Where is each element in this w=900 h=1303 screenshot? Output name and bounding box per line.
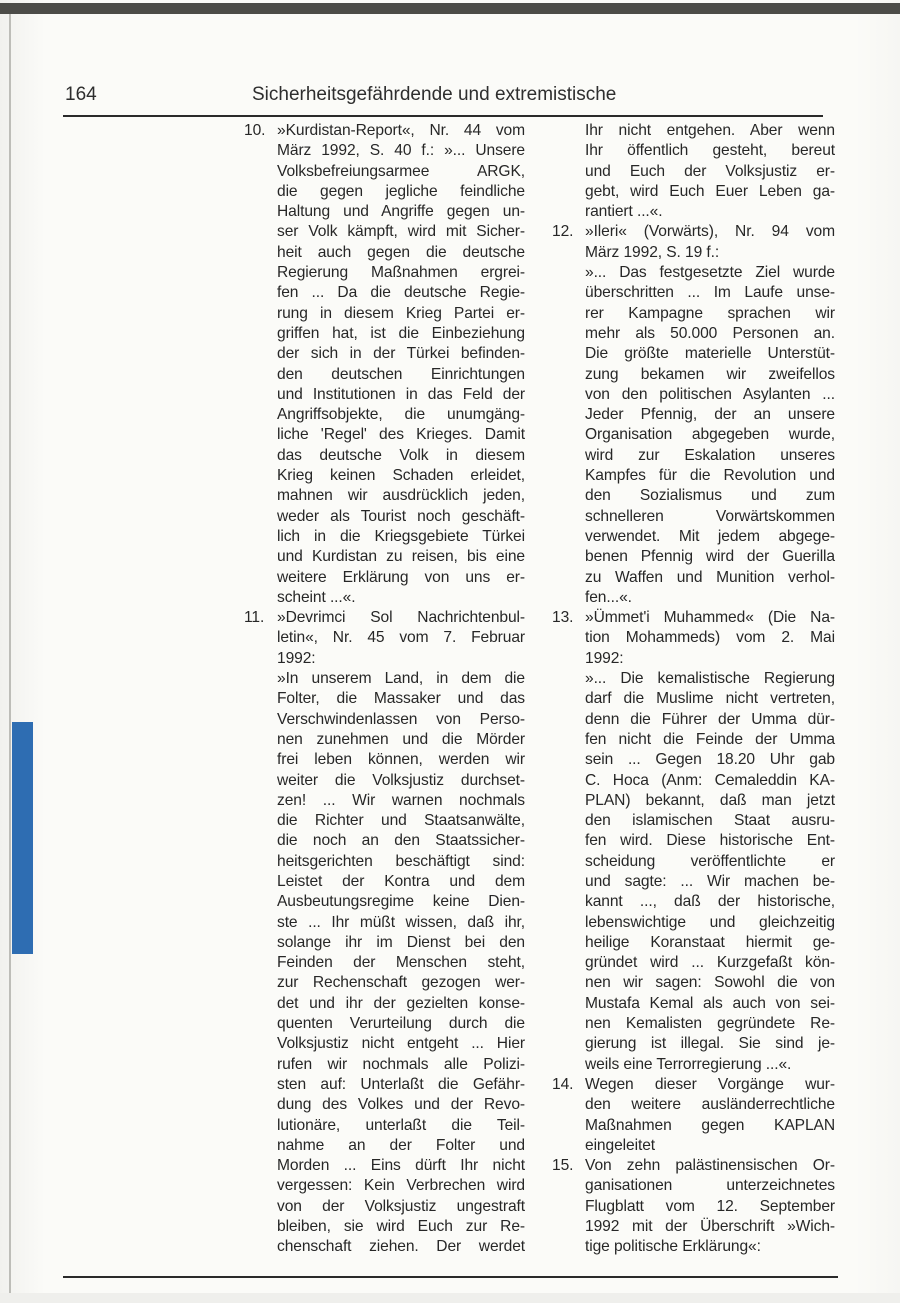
text-line — [244, 831, 525, 851]
text-line — [244, 791, 525, 811]
text-line — [244, 385, 525, 405]
text-line — [244, 141, 525, 161]
line-text: den deutschen Einrichtungen — [277, 365, 525, 383]
text-line — [552, 1237, 835, 1257]
line-text: zen! ... Wir warnen nochmals — [277, 791, 525, 809]
line-text: nen zunehmen und die Mörder — [277, 730, 525, 748]
line-text: 1992: — [277, 649, 316, 667]
text-line — [552, 1116, 835, 1136]
line-text: tige politische Erklärung«: — [585, 1238, 761, 1256]
line-text: Flugblatt vom 12. September — [585, 1197, 835, 1215]
line-text: und sagte: ... Wir machen be- — [585, 872, 835, 890]
line-text: Organisation abgegeben wurde, — [585, 426, 835, 444]
text-line — [552, 689, 835, 709]
line-text: Haltung und Angriffe gegen un- — [277, 203, 525, 221]
line-text: Verschwindenlassen von Perso- — [277, 710, 525, 728]
line-text: heilige Koranstaat hiermit ge- — [585, 933, 835, 951]
line-text: Feinden der Menschen steht, — [277, 954, 525, 972]
line-text: griffen hat, ist die Einbeziehung — [277, 324, 525, 342]
text-line — [244, 486, 525, 506]
text-line — [244, 121, 525, 141]
text-line — [244, 750, 525, 770]
line-text: det und ihr der gezielten konse- — [277, 994, 525, 1012]
line-text: zur Rechenschaft gezogen wer- — [277, 974, 525, 992]
line-text: Angriffsobjekte, die unumgäng- — [277, 406, 525, 424]
text-line — [552, 141, 835, 161]
text-line — [552, 162, 835, 182]
line-text: »Ileri« (Vorwärts), Nr. 94 vom — [585, 223, 835, 241]
line-text: frei leben können, werden wir — [277, 751, 525, 769]
text-line — [552, 568, 835, 588]
line-text: tion Mohammeds) vom 2. Mai — [585, 629, 835, 647]
line-text: C. Hoca (Anm: Cemaleddin KA- — [585, 771, 835, 789]
blue-margin-marker — [12, 722, 33, 954]
line-text: gründet wird ... Kurzgefaßt kön- — [585, 954, 835, 972]
text-line — [244, 1075, 525, 1095]
text-line — [552, 405, 835, 425]
line-text: von den politischen Asylanten ... — [585, 385, 835, 403]
line-text: die noch an den Staatssicher- — [277, 832, 525, 850]
text-line — [552, 121, 835, 141]
text-line — [552, 304, 835, 324]
line-text: Folter, die Massaker und das — [277, 690, 525, 708]
text-line — [552, 527, 835, 547]
line-text: nen Kemalisten gegründete Re- — [585, 1015, 835, 1033]
line-text: Ausbeutungsregime keine Dien- — [277, 893, 525, 911]
line-text: 1992: — [585, 649, 624, 667]
text-line — [552, 628, 835, 648]
text-line — [552, 222, 835, 242]
line-text: Regierung Maßnahmen ergrei- — [277, 264, 525, 282]
text-line — [244, 892, 525, 912]
list-item-number: 10. — [244, 122, 266, 139]
line-text: scheint ...«. — [277, 588, 356, 606]
line-text: rantiert ...«. — [585, 203, 663, 221]
text-line — [244, 649, 525, 669]
line-text: fen nicht die Feinde der Umma — [585, 730, 835, 748]
line-text: weiter die Volksjustiz durchset- — [277, 771, 525, 789]
text-line — [552, 466, 835, 486]
line-text: gebt, wird Euch Euer Leben ga- — [585, 182, 835, 200]
text-line — [552, 1176, 835, 1196]
line-text: Volksbefreiungsarmee ARGK, — [277, 162, 525, 180]
line-text: Kampfes für die Revolution und — [585, 467, 835, 485]
text-line — [244, 628, 525, 648]
text-line — [552, 547, 835, 567]
text-line — [552, 892, 835, 912]
text-line — [244, 771, 525, 791]
text-line — [244, 933, 525, 953]
text-line — [244, 547, 525, 567]
line-text: überschritten ... Im Laufe unse- — [585, 284, 835, 302]
line-text: und Euch der Volksjustiz er- — [585, 162, 835, 180]
text-line — [244, 527, 525, 547]
line-text: Maßnahmen gegen KAPLAN — [585, 1116, 835, 1134]
text-line — [552, 507, 835, 527]
text-line — [552, 669, 835, 689]
page-edge-line — [9, 14, 11, 1303]
line-text: den Sozialismus und zum — [585, 487, 835, 505]
column-right — [552, 121, 835, 1258]
text-line — [552, 1014, 835, 1034]
line-text: Ihr öffentlich gesteht, bereut — [585, 142, 835, 160]
line-text: das deutsche Volk in diesem — [277, 446, 525, 464]
text-line — [244, 872, 525, 892]
header-title: Sicherheitsgefährdende und extremistische — [252, 84, 617, 105]
text-line — [552, 1136, 835, 1156]
list-item-number: 12. — [552, 223, 574, 241]
line-text: chenschaft ziehen. Der werdet — [277, 1238, 525, 1256]
line-text: lebenswichtige und gleichzeitig — [585, 913, 835, 931]
line-text: weitere Erklärung von uns er- — [277, 568, 525, 586]
line-text: »Devrimci Sol Nachrichtenbul- — [277, 609, 525, 627]
line-text: Volksjustiz nicht entgeht ... Hier — [277, 1035, 525, 1053]
line-text: verwendet. Mit jedem abgege- — [585, 527, 835, 545]
line-text: scheidung veröffentlichte er — [585, 852, 835, 870]
text-line — [244, 730, 525, 750]
text-line — [552, 1217, 835, 1237]
line-text: letin«, Nr. 45 vom 7. Februar — [277, 629, 525, 647]
line-text: zung bekamen wir zweifellos — [585, 365, 835, 383]
text-line — [244, 365, 525, 385]
text-line — [552, 425, 835, 445]
text-line — [552, 1034, 835, 1054]
text-line — [244, 1217, 525, 1237]
text-line — [244, 1095, 525, 1115]
line-text: die Richter und Staatsanwälte, — [277, 812, 525, 830]
text-line — [244, 973, 525, 993]
text-line — [552, 1197, 835, 1217]
line-text: darf die Muslime nicht vertreten, — [585, 690, 835, 708]
line-text: »Kurdistan-Report«, Nr. 44 vom — [277, 122, 525, 139]
scan-bottom-shade — [0, 1293, 900, 1303]
text-line — [552, 831, 835, 851]
text-line — [244, 1116, 525, 1136]
line-text: quenten Verurteilung durch die — [277, 1015, 525, 1033]
line-text: dung des Volkes und der Revo- — [277, 1096, 525, 1114]
text-line — [244, 507, 525, 527]
line-text: »... Das festgesetzte Ziel wurde — [585, 264, 835, 282]
text-line — [244, 953, 525, 973]
line-text: »In unserem Land, in dem die — [277, 670, 525, 688]
line-text: fen ... Da die deutsche Regie- — [277, 284, 525, 302]
line-text: von der Volksjustiz ungestraft — [277, 1197, 525, 1215]
text-line — [244, 222, 525, 242]
line-text: vergessen: Kein Verbrechen wird — [277, 1177, 525, 1195]
footer-rule — [63, 1276, 838, 1278]
text-line — [552, 913, 835, 933]
text-line — [244, 304, 525, 324]
line-text: der sich in der Türkei befinden- — [277, 345, 525, 363]
line-text: rufen wir nochmals alle Polizi- — [277, 1055, 525, 1073]
line-text: nahme an der Folter und — [277, 1136, 525, 1154]
line-text: und Institutionen in das Feld der — [277, 385, 525, 403]
text-line — [552, 365, 835, 385]
text-line — [244, 568, 525, 588]
text-line — [244, 202, 525, 222]
text-line — [552, 1075, 835, 1095]
line-text: solange ihr im Dienst bei den — [277, 933, 525, 951]
line-text: die gegen jegliche feindliche — [277, 182, 525, 200]
line-text: Jeder Pfennig, der an unsere — [585, 406, 835, 424]
line-text: zu Waffen und Munition verhol- — [585, 568, 835, 586]
line-text: heit auch gegen die deutsche — [277, 243, 525, 261]
text-line — [552, 852, 835, 872]
text-line — [244, 405, 525, 425]
text-line — [552, 263, 835, 283]
text-line — [244, 689, 525, 709]
text-line — [552, 811, 835, 831]
text-line — [244, 588, 525, 608]
text-line — [552, 243, 835, 263]
line-text: nen wir sagen: Sowohl die von — [585, 974, 835, 992]
text-line — [244, 1055, 525, 1075]
text-line — [244, 263, 525, 283]
text-line — [552, 994, 835, 1014]
line-text: ser Volk kämpft, wird mit Sicher- — [277, 223, 525, 241]
line-text: sten auf: Unterlaßt die Gefähr- — [277, 1075, 525, 1093]
text-line — [552, 730, 835, 750]
list-item-number: 14. — [552, 1075, 574, 1093]
line-text: bleiben, sie wird Euch zur Re- — [277, 1218, 525, 1236]
header-rule — [63, 115, 823, 117]
list-item-number: 13. — [552, 609, 574, 627]
line-text: weils eine Terrorregierung ...«. — [585, 1055, 792, 1073]
text-line — [244, 1176, 525, 1196]
line-text: ganisationen unterzeichnetes — [585, 1177, 835, 1195]
text-line — [552, 771, 835, 791]
text-line — [244, 243, 525, 263]
text-line — [244, 1237, 525, 1257]
text-line — [244, 710, 525, 730]
text-line — [244, 283, 525, 303]
text-line — [244, 324, 525, 344]
text-line — [552, 588, 835, 608]
text-line — [244, 425, 525, 445]
text-line — [244, 852, 525, 872]
text-line — [244, 182, 525, 202]
text-line — [552, 710, 835, 730]
line-text: gierung ist illegal. Sie sind je- — [585, 1035, 835, 1053]
line-text: rung in diesem Krieg Partei er- — [277, 304, 525, 322]
line-text: mahnen wir ausdrücklich jeden, — [277, 487, 525, 505]
list-item-number: 11. — [244, 609, 265, 627]
text-line — [244, 811, 525, 831]
line-text: Ihr nicht entgehen. Aber wenn — [585, 122, 835, 139]
text-line — [552, 953, 835, 973]
line-text: benen Pfennig wird der Guerilla — [585, 548, 835, 566]
text-line — [552, 933, 835, 953]
text-line — [244, 913, 525, 933]
line-text: Von zehn palästinensischen Or- — [585, 1157, 835, 1175]
line-text: PLAN) bekannt, daß man jetzt — [585, 791, 835, 809]
line-text: »Ümmet'i Muhammed« (Die Na- — [585, 609, 835, 627]
text-line — [244, 669, 525, 689]
column-left — [244, 121, 525, 1258]
line-text: sein ... Gegen 18.20 Uhr gab — [585, 751, 835, 769]
line-text: fen wird. Diese historische Ent- — [585, 832, 835, 850]
text-line — [552, 1055, 835, 1075]
text-line — [244, 1014, 525, 1034]
scan-edge-bar — [0, 3, 900, 14]
text-line — [244, 162, 525, 182]
text-line — [552, 872, 835, 892]
line-text: den islamischen Staat ausru- — [585, 812, 835, 830]
line-text: wird zur Eskalation unseres — [585, 446, 835, 464]
line-text: Wegen dieser Vorgänge wur- — [585, 1075, 835, 1093]
line-text: Die größte materielle Unterstüt- — [585, 345, 835, 363]
text-line — [552, 750, 835, 770]
line-text: lutionäre, unterlaßt die Teil- — [277, 1116, 525, 1134]
line-text: ste ... Ihr müßt wissen, daß ihr, — [277, 913, 525, 931]
line-text: »... Die kemalistische Regierung — [585, 670, 835, 688]
line-text: März 1992, S. 19 f.: — [585, 243, 720, 261]
text-line — [244, 1034, 525, 1054]
line-text: Leistet der Kontra und dem — [277, 872, 525, 890]
line-text: eingeleitet — [585, 1136, 655, 1154]
line-text: kannt ..., daß der historische, — [585, 893, 835, 911]
line-text: mehr als 50.000 Personen an. — [585, 324, 835, 342]
text-line — [552, 446, 835, 466]
text-line — [552, 608, 835, 628]
line-text: heitsgerichten beschäftigt sind: — [277, 852, 525, 870]
page-number: 164 — [65, 84, 97, 105]
list-item-number: 15. — [552, 1157, 574, 1175]
text-line — [552, 385, 835, 405]
line-text: liche 'Regel' des Krieges. Damit — [277, 426, 525, 444]
text-line — [552, 182, 835, 202]
line-text: März 1992, S. 40 f.: »... Unsere — [277, 142, 525, 160]
line-text: fen...«. — [585, 588, 632, 606]
line-text: 1992 mit der Überschrift »Wich- — [585, 1218, 835, 1236]
text-line — [244, 344, 525, 364]
line-text: denn die Führer der Umma dür- — [585, 710, 835, 728]
line-text: den weitere ausländerrechtliche — [585, 1096, 835, 1114]
text-line — [244, 1156, 525, 1176]
text-line — [244, 1197, 525, 1217]
text-line — [552, 1156, 835, 1176]
text-line — [244, 1136, 525, 1156]
text-line — [552, 324, 835, 344]
line-text: schnelleren Vorwärtskommen — [585, 507, 835, 525]
text-line — [244, 608, 525, 628]
line-text: rer Kampagne sprachen wir — [585, 304, 835, 322]
line-text: lich in die Kriegsgebiete Türkei — [277, 527, 525, 545]
line-text: weder als Tourist noch geschäft- — [277, 507, 525, 525]
text-line — [552, 283, 835, 303]
line-text: Mustafa Kemal als auch von sei- — [585, 994, 835, 1012]
text-line — [244, 446, 525, 466]
line-text: Krieg keinen Schaden erleidet, — [277, 467, 525, 485]
line-text: Morden ... Eins dürft Ihr nicht — [277, 1157, 525, 1175]
text-line — [244, 994, 525, 1014]
text-line — [552, 791, 835, 811]
text-line — [552, 649, 835, 669]
text-line — [552, 1095, 835, 1115]
text-line — [552, 202, 835, 222]
text-line — [552, 486, 835, 506]
text-line — [552, 973, 835, 993]
text-line — [244, 466, 525, 486]
line-text: und Kurdistan zu reisen, bis eine — [277, 548, 525, 566]
text-line — [552, 344, 835, 364]
